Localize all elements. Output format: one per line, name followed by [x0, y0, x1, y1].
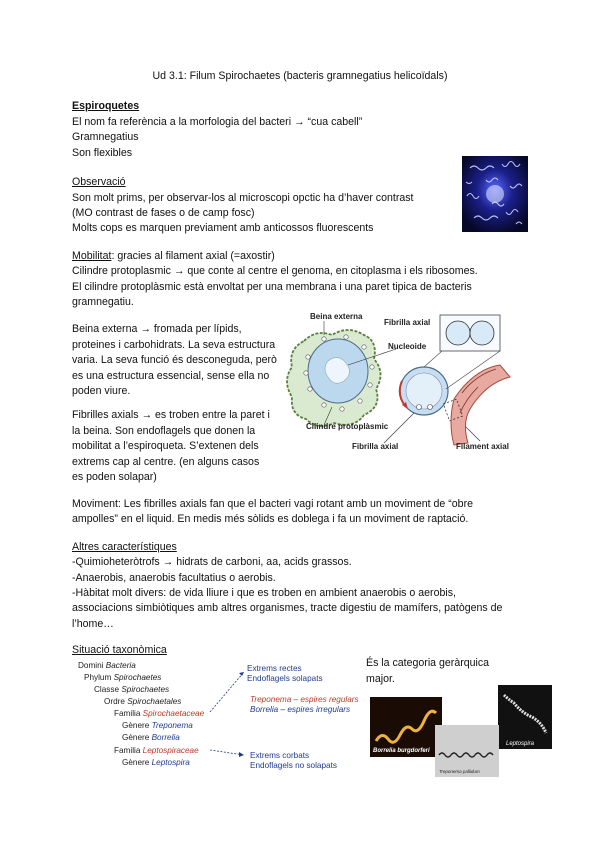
note-bottom-2: Endoflagels no solapats: [250, 761, 337, 770]
photo-treponema: [435, 725, 499, 777]
tax-rank-familia-2: [114, 746, 199, 756]
altres-heading: Altres característiques: [72, 541, 177, 553]
tax-rank-classe: [94, 685, 169, 695]
tax-rank-label: Gènere: [122, 721, 150, 730]
tax-rank-genere-3: [122, 758, 190, 768]
note-top-1: Extrems rectes: [247, 664, 302, 673]
tax-rank-name: Spirochaetes: [113, 673, 162, 682]
tax-rank-familia-1: [114, 709, 204, 719]
altres-line-3: -Hàbitat molt divers: de vida lliure i que es troben en ambient anaerobis o aerobis,: [72, 587, 456, 599]
tax-rank-name: Bacteria: [105, 661, 136, 670]
espiroquetes-heading: Espiroquetes: [72, 100, 140, 112]
moviment-line-2: ampolles” en el liquid. En medis més sòlids es doblega i fa un moviment de raptació.: [72, 513, 469, 525]
tax-rank-label: Familia: [114, 709, 141, 718]
beina-externa-paragraph: Beina externa → fromada per lípids, proteines i carbohidrats. La seva estructura varia. La seva funció és desconeguda, però es una estructura essencial, sense ella no poden viure.: [72, 323, 277, 397]
espiroquetes-line-2: Gramnegatius: [72, 131, 139, 143]
situacio-note: És la categoria geràrquica major.: [366, 657, 490, 685]
label-fibrilla-axial-top: Fibrilla axial: [384, 318, 431, 327]
tax-rank-genere-2: [122, 733, 180, 743]
altres-line-1: -Quimioheteròtrofs → hidrats de carboni, aa, acids grassos.: [72, 556, 352, 568]
tax-rank-genere-1: [122, 721, 193, 731]
mobilitat-heading-line: [72, 249, 275, 265]
tax-rank-name: Spirochaetaceae: [142, 709, 205, 718]
mobilitat-line-3: gramnegatiu.: [72, 296, 134, 308]
label-cilindre: Cilindre protoplàsmic: [306, 422, 389, 431]
mobilitat-heading-rest: : gracies al filament axial (=axostir): [111, 250, 275, 262]
label-beina-externa: Beina externa: [310, 312, 363, 321]
note-mid-2: Borrelia – espires irregulars: [250, 705, 351, 714]
tax-rank-name: Borrelia: [151, 733, 180, 742]
label-fibrilla-axial-bottom: Fibrilla axial: [352, 442, 399, 451]
photo-leptospira: [498, 685, 552, 749]
photo-borrelia-label: Borrelia burgdorferi: [373, 748, 430, 754]
tax-rank-name: Leptospira: [151, 758, 190, 767]
tax-rank-label: Ordre: [104, 697, 125, 706]
observacio-line-3: Molts cops es marquen previament amb anticossos fluorescents: [72, 222, 374, 234]
note-bottom-1: Extrems corbats: [250, 751, 310, 760]
note-mid-1: [250, 695, 359, 705]
label-nucleoide: Nucleoide: [388, 342, 427, 351]
tax-rank-label: Gènere: [122, 758, 150, 767]
tax-rank-name: Spirochaetes: [121, 685, 170, 694]
page-title: Ud 3.1: Filum Spirochaetes (bacteris gramnegatius helicoïdals): [152, 70, 448, 82]
tax-rank-label: Domini: [78, 661, 104, 670]
spirochete-structure-figure: [284, 309, 534, 457]
tax-rank-name: Leptospiraceae: [142, 746, 199, 755]
tax-rank-domini: [78, 661, 136, 671]
tax-rank-label: Gènere: [122, 733, 150, 742]
mobilitat-line-2: El cilindre protoplàsmic està envoltat per una membrana i una paret tipica de bacteris: [72, 281, 472, 293]
situacio-heading: Situació taxonòmica: [72, 644, 167, 656]
tax-rank-label: Phylum: [84, 673, 112, 682]
microscopy-photo: [462, 156, 528, 232]
mobilitat-heading: Mobilitat: [72, 250, 112, 262]
tax-rank-name: Spirochaetales: [127, 697, 182, 706]
fibrilles-axials-paragraph: Fibrilles axials → es troben entre la paret i la beina. Son endoflagels que donen la mobilitat a l’espiroqueta. S’extenen dels extrems cap al centre. (en alguns casos es poden solapar): [72, 409, 270, 483]
tax-rank-label: Familia: [114, 746, 141, 755]
altres-line-2: -Anaerobis, anaerobis facultatius o aerobis.: [72, 572, 276, 584]
mobilitat-line-1: Cilindre protoplasmic → que conte al centre el genoma, en citoplasma i els ribosomes.: [72, 265, 478, 277]
observacio-heading: Observació: [72, 176, 126, 188]
note-top-2: Endoflagels solapats: [247, 674, 323, 683]
tax-rank-ordre: [104, 697, 181, 707]
altres-line-5: l’home…: [72, 618, 114, 630]
label-filament-axial: Filament axial: [456, 442, 509, 451]
note-mid-treponema: Treponema – espires regulars: [250, 695, 359, 704]
observacio-line-2: (MO contrast de fases o de camp fosc): [72, 207, 255, 219]
espiroquetes-line-1: El nom fa referència a la morfologia del bacteri → “cua cabell”: [72, 116, 363, 128]
tax-rank-label: Classe: [94, 685, 120, 694]
observacio-line-1: Son molt prims, per observar-los al microscopi opctic ha d’haver contrast: [72, 192, 414, 204]
photo-leptospira-label: Leptospira: [506, 741, 535, 747]
tax-rank-name: Treponema: [151, 721, 193, 730]
tax-rank-phylum: [84, 673, 161, 683]
altres-line-4: associacions simbiòtiques amb altres organismes, tracte digestiu de mamífers, patògens de: [72, 602, 503, 614]
espiroquetes-line-3: Son flexibles: [72, 147, 133, 159]
photo-borrelia: [370, 697, 442, 757]
photo-treponema-label: Treponema pallidum: [439, 769, 480, 774]
moviment-line-1: Moviment: Les fibrilles axials fan que el bacteri vagi rotant amb un moviment de “obre: [72, 498, 473, 510]
